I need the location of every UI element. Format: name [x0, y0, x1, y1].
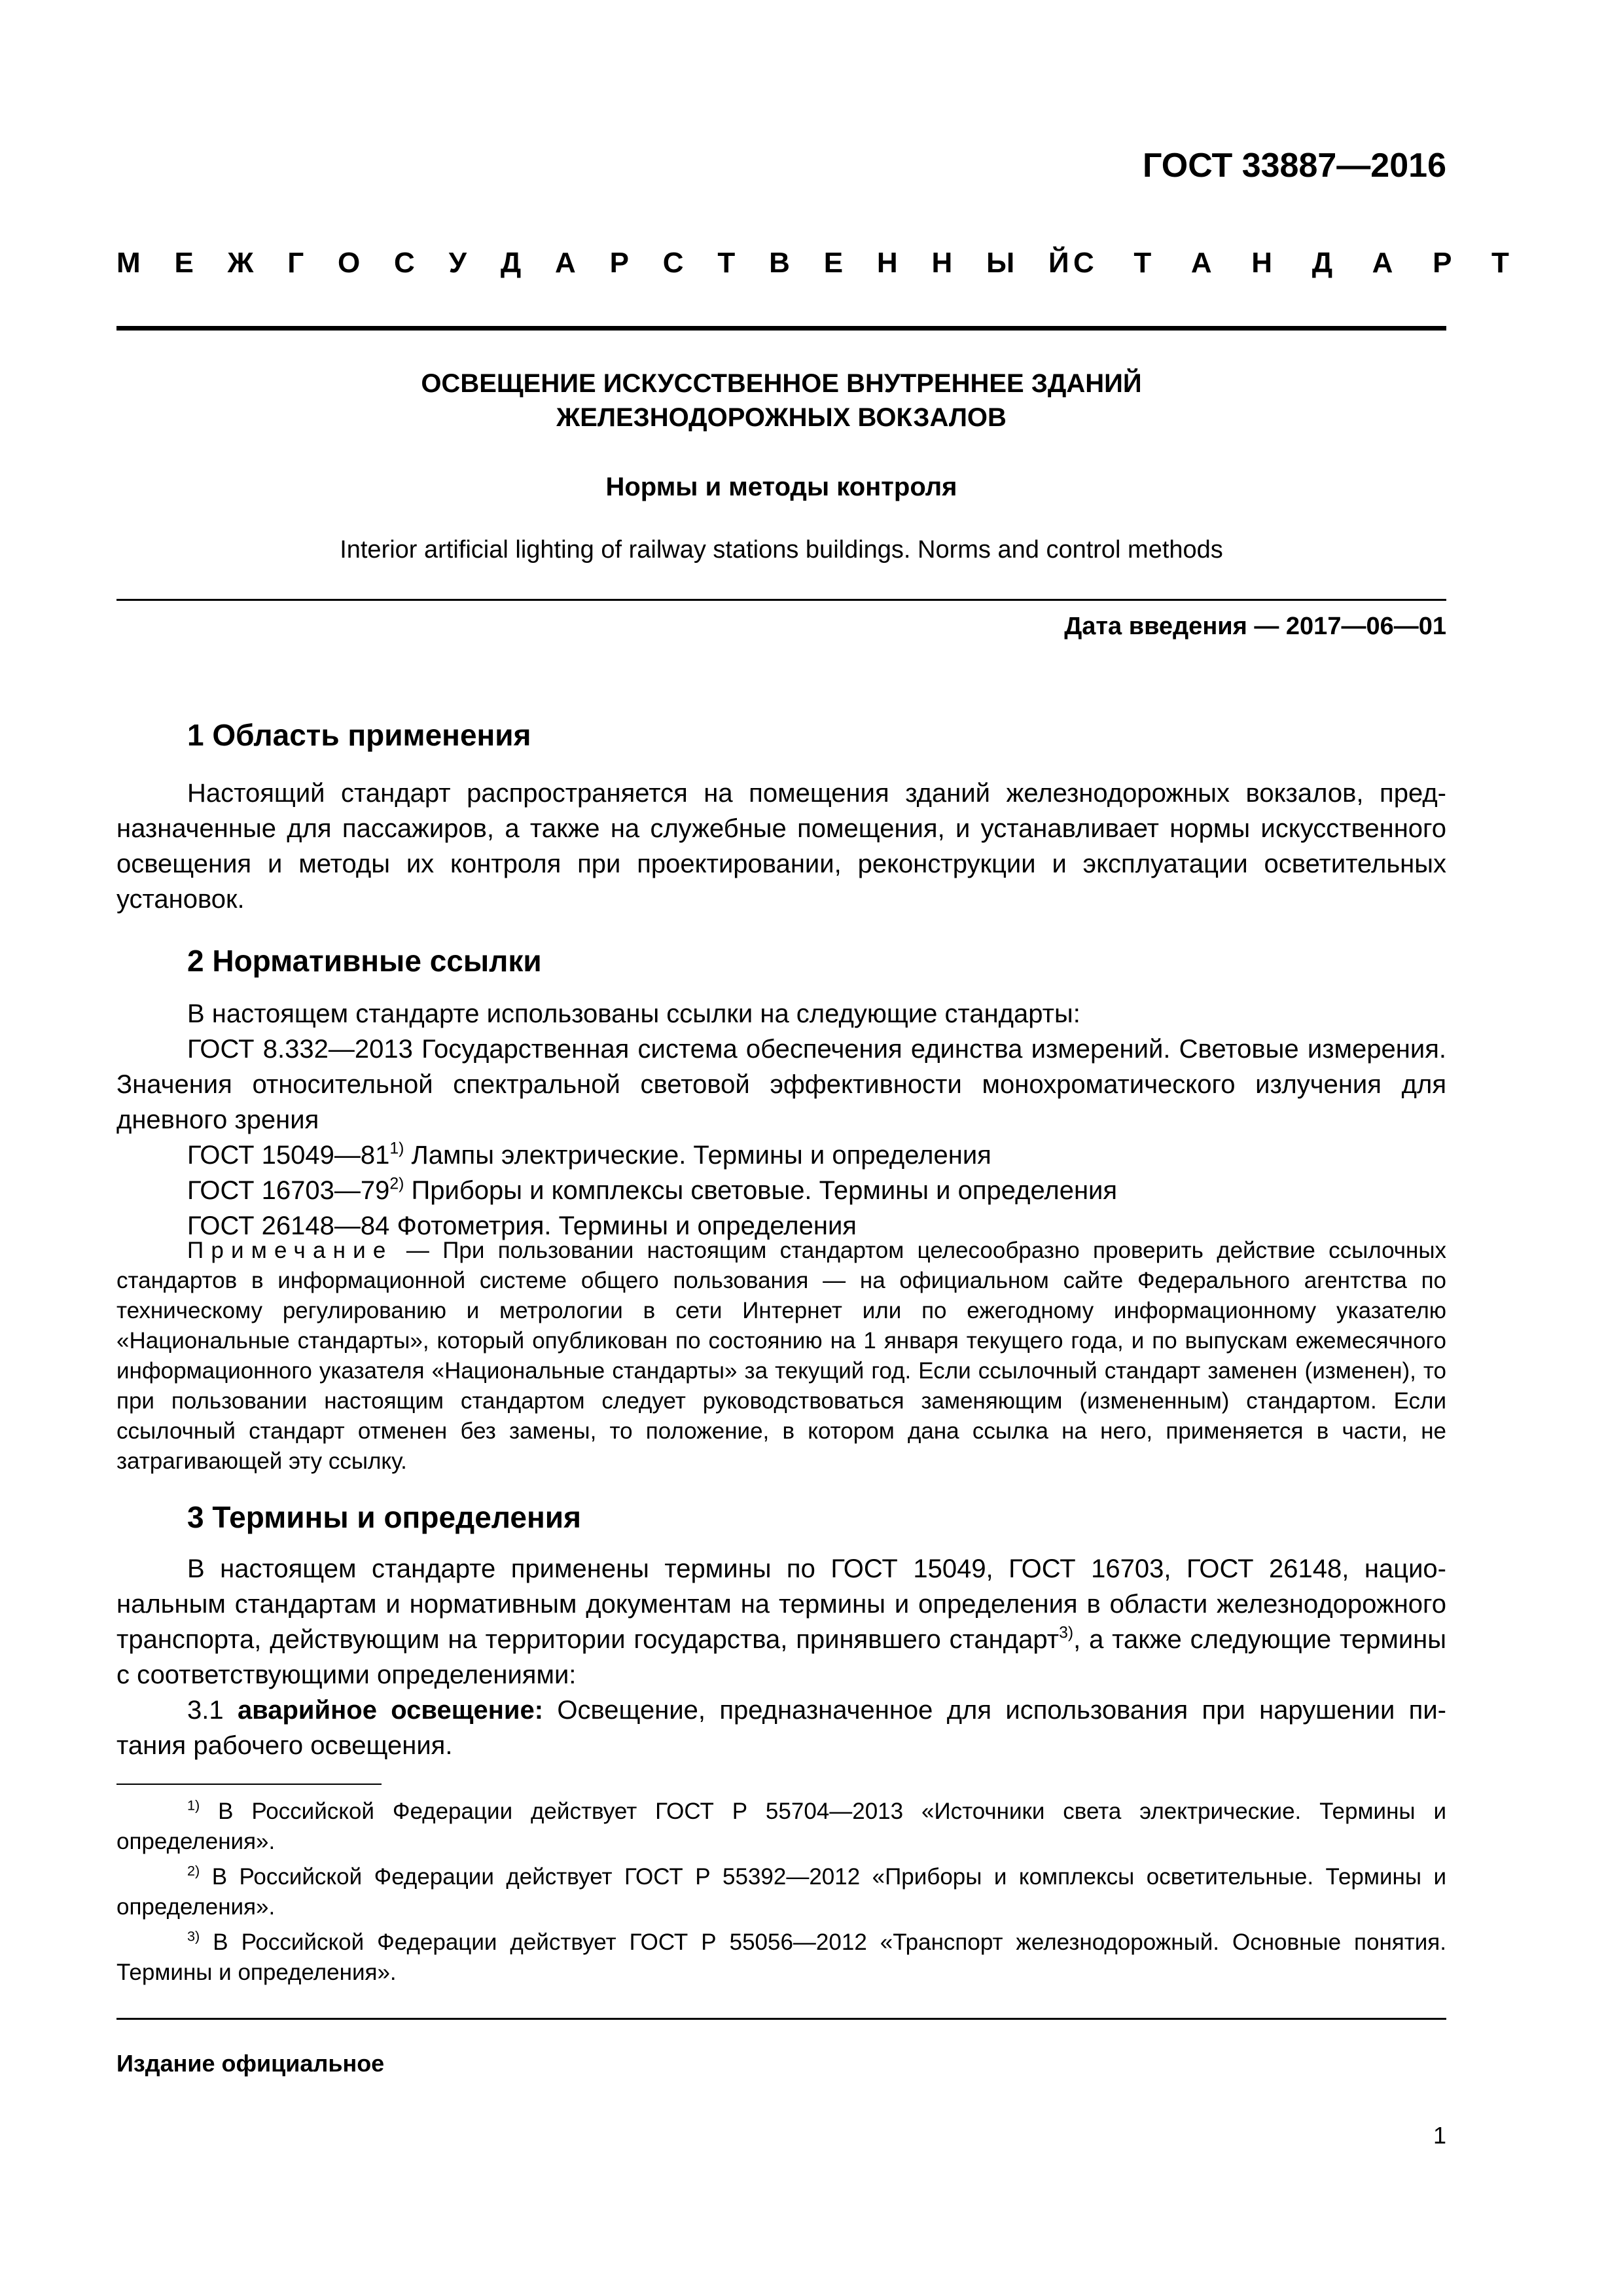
footnote-mark: 3)	[187, 1928, 200, 1945]
section-3-heading: 3 Термины и определения	[187, 1500, 581, 1534]
footnote-text: В Российской Федерации действует ГОСТ Р 55056—2012 «Транспорт железнодорожный. Основные понятия. Термины и определения».	[116, 1929, 1446, 1985]
section-2-heading: 2 Нормативные ссылки	[187, 944, 542, 978]
title-block	[116, 367, 1446, 435]
subtitle: Нормы и методы контроля	[605, 473, 957, 501]
standard-type-right: С Т А Н Д А Р Т	[1073, 247, 1525, 279]
reference-gost-8-332: ГОСТ 8.332—2013 Государственная система обеспечения единства измерений. Световые измерения. Значения относительной спектральной световой эффективности монохроматического излучения для дневного зрения	[116, 1035, 1446, 1134]
terms-intro-text: В настоящем стандарте применены термины по ГОСТ 15049, ГОСТ 16703, ГОСТ 26148, национальным стандартам и нормативным документам на термины и определения в области железнодорожного транспорта, действующим на территории государства, принявшего стандарт	[116, 1554, 1446, 1654]
footnote-mark: 1)	[389, 1139, 404, 1158]
note-label: Примечание	[187, 1238, 393, 1263]
section-1-heading: 1 Область применения	[187, 718, 531, 752]
reference-gost-26148: ГОСТ 26148—84 Фотометрия. Термины и определения	[187, 1211, 857, 1240]
footnote-mark: 1)	[187, 1797, 200, 1814]
introduction-date: Дата введения — 2017—06—01	[1064, 613, 1446, 640]
terms-intro	[116, 1551, 1446, 1693]
document-id: ГОСТ 33887—2016	[1143, 147, 1446, 185]
footnote-mark: 2)	[187, 1862, 200, 1879]
note	[116, 1236, 1446, 1477]
edition-label: Издание официальное	[116, 2050, 385, 2077]
reference-title: Приборы и комплексы световые. Термины и определения	[404, 1176, 1118, 1205]
section-1-text: Настоящий стандарт распространяется на помещения зданий железнодорожных вокзалов, предназначенные для пассажиров, а также на служебные помещения, и устанавливает нормы искусственного освещения и методы их контроля при проектировании, реконструкции и эксплуатации осветительных установок.	[116, 779, 1446, 914]
standard-type-left: М Е Ж Г О С У Д А Р С Т В Е Н Н Ы Й	[116, 247, 1082, 279]
term-number: 3.1	[187, 1696, 238, 1725]
footnote-text: В Российской Федерации действует ГОСТ Р 55704—2013 «Источники света электрические. Термины и определения».	[116, 1799, 1446, 1854]
reference-code: ГОСТ 16703—79	[187, 1176, 390, 1205]
reference-code: ГОСТ 15049—81	[187, 1141, 390, 1170]
footnote-mark: 2)	[389, 1175, 404, 1193]
terms-intro-tail: , а также следующие термины с соответствующими определениями:	[116, 1625, 1447, 1689]
title-line-1: ОСВЕЩЕНИЕ ИСКУССТВЕННОЕ ВНУТРЕННЕЕ ЗДАНИЙ	[421, 369, 1142, 398]
reference-gost-15049	[116, 1138, 1446, 1173]
section-2-body	[116, 996, 1446, 1244]
reference-title: Лампы электрические. Термины и определения	[404, 1141, 991, 1170]
header-rule	[116, 326, 1446, 331]
term-3-1	[116, 1693, 1446, 1763]
section-3-body	[116, 1551, 1446, 1763]
footnotes	[116, 1797, 1446, 1988]
references-intro: В настоящем стандарте использованы ссылки на следующие стандарты:	[187, 999, 1080, 1028]
term-definition: Освещение, предназначенное для использования при нарушении питания рабочего освещения.	[116, 1696, 1446, 1760]
reference-gost-16703	[116, 1173, 1446, 1208]
page-number: 1	[1433, 2122, 1446, 2149]
footnote-text: В Российской Федерации действует ГОСТ Р 55392—2012 «Приборы и комплексы осветительные. Термины и определения».	[116, 1864, 1446, 1920]
title-rule	[116, 599, 1446, 601]
english-title: Interior artificial lighting of railway stations buildings. Norms and control methods	[340, 536, 1223, 564]
term-name: аварийное освещение:	[237, 1696, 544, 1725]
footnote-3	[116, 1928, 1446, 1988]
footer-rule	[116, 2018, 1446, 2020]
footnote-2	[116, 1862, 1446, 1922]
note-text: — При пользовании настоящим стандартом целесообразно проверить действие ссылочных стандартов в информационной системе общего пользования — на официальном сайте Федерального агентства по техническому регулированию и метрологии в сети Интернет или по ежегодному информационному указателю «Национальные стандарты», который опубликован по состоянию на 1 января текущего года, и по выпускам ежемесячного информационного указателя «Национальные стандарты» за текущий год. Если ссылочный стандарт заменен (изменен), то при пользовании настоящим стандартом следует руководствоваться заменяющим (измененным) стандартом. Если ссылочный стандарт отменен без замены, то положение, в котором дана ссылка на него, применяется в части, не затрагивающей эту ссылку.	[116, 1238, 1446, 1474]
footnote-mark: 3)	[1059, 1624, 1074, 1642]
footnote-1	[116, 1797, 1446, 1857]
footnote-separator	[116, 1784, 382, 1785]
title-line-2: ЖЕЛЕЗНОДОРОЖНЫХ ВОКЗАЛОВ	[556, 403, 1007, 432]
